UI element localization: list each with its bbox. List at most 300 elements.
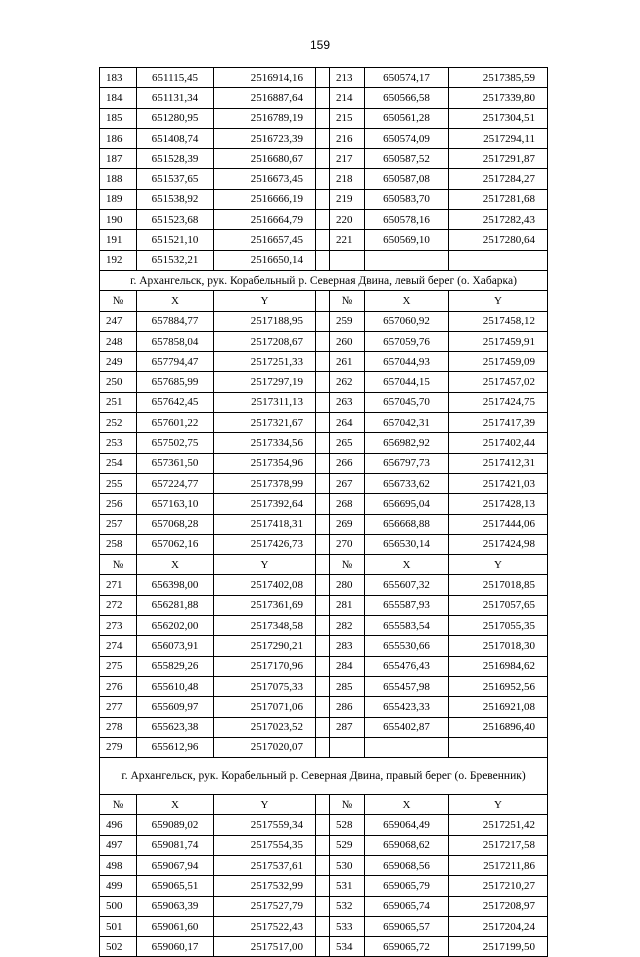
point-x-cell: 657163,10 [137,494,214,514]
point-y-cell [449,737,548,757]
column-header-row [100,291,548,311]
point-y-cell: 2517294,11 [449,128,548,148]
point-y-cell: 2517217,58 [449,835,548,855]
column-gap [316,795,330,815]
table-row [100,88,548,108]
table-row [100,896,548,916]
column-gap [316,128,330,148]
point-y-cell: 2517251,33 [214,352,316,372]
point-y-cell: 2517208,67 [214,331,316,351]
point-y-cell: 2517311,13 [214,392,316,412]
point-x-cell: 659065,74 [365,896,449,916]
column-gap [316,595,330,615]
point-num-cell: 221 [330,230,365,250]
point-num-cell: 268 [330,494,365,514]
column-gap [316,149,330,169]
point-x-cell: 656398,00 [137,575,214,595]
table-row [100,453,548,473]
column-header-num: № [330,795,365,815]
point-y-cell: 2517280,64 [449,230,548,250]
point-x-cell: 651528,39 [137,149,214,169]
point-num-cell: 183 [100,68,137,88]
point-y-cell: 2516789,19 [214,108,316,128]
point-num-cell: 534 [330,937,365,957]
column-gap [316,331,330,351]
column-gap [316,433,330,453]
table-row [100,189,548,209]
point-y-cell: 2517321,67 [214,413,316,433]
point-x-cell: 659067,94 [137,855,214,875]
point-num-cell: 273 [100,616,137,636]
point-y-cell: 2517517,00 [214,937,316,957]
point-x-cell: 651538,92 [137,189,214,209]
column-gap [316,88,330,108]
column-header-y: Y [214,555,316,575]
point-num-cell: 262 [330,372,365,392]
point-x-cell: 655623,38 [137,717,214,737]
point-num-cell: 213 [330,68,365,88]
point-y-cell: 2517361,69 [214,595,316,615]
point-y-cell: 2517071,06 [214,697,316,717]
point-x-cell: 656530,14 [365,534,449,554]
point-y-cell: 2517444,06 [449,514,548,534]
point-x-cell: 657502,75 [137,433,214,453]
column-gap [316,189,330,209]
column-gap [316,473,330,493]
table-row [100,815,548,835]
point-num-cell: 214 [330,88,365,108]
column-header-y: Y [449,291,548,311]
column-header-num: № [330,555,365,575]
point-num-cell: 192 [100,250,137,270]
point-x-cell: 651532,21 [137,250,214,270]
point-num-cell: 254 [100,453,137,473]
table-row [100,937,548,957]
point-num-cell: 247 [100,311,137,331]
table-row [100,636,548,656]
table-row [100,514,548,534]
point-y-cell: 2517023,52 [214,717,316,737]
column-gap [316,616,330,636]
point-num-cell: 286 [330,697,365,717]
column-header-y: Y [214,291,316,311]
column-header-row [100,795,548,815]
table-row [100,876,548,896]
point-x-cell: 657601,22 [137,413,214,433]
point-y-cell: 2517424,98 [449,534,548,554]
point-num-cell: 261 [330,352,365,372]
point-y-cell: 2517402,44 [449,433,548,453]
point-y-cell: 2517522,43 [214,916,316,936]
point-x-cell: 659060,17 [137,937,214,957]
point-y-cell: 2517412,31 [449,453,548,473]
column-gap [316,717,330,737]
point-num-cell: 496 [100,815,137,835]
point-num-cell: 263 [330,392,365,412]
section-title: г. Архангельск, рук. Корабельный р. Северная Двина, левый берег (о. Хабарка) [100,270,548,290]
column-header-num: № [100,795,137,815]
point-y-cell: 2517284,27 [449,169,548,189]
column-header-num: № [100,555,137,575]
point-y-cell: 2516723,39 [214,128,316,148]
column-gap [316,876,330,896]
column-gap [316,676,330,696]
point-y-cell: 2517537,61 [214,855,316,875]
point-x-cell: 655587,93 [365,595,449,615]
table-row [100,717,548,737]
point-x-cell: 656733,62 [365,473,449,493]
point-x-cell: 657361,50 [137,453,214,473]
point-x-cell: 659068,62 [365,835,449,855]
point-y-cell: 2517554,35 [214,835,316,855]
point-num-cell: 187 [100,149,137,169]
point-num-cell: 189 [100,189,137,209]
point-y-cell: 2517428,13 [449,494,548,514]
column-header-y: Y [214,795,316,815]
table-row [100,311,548,331]
point-num-cell: 279 [100,737,137,757]
point-x-cell: 655457,98 [365,676,449,696]
point-x-cell: 650587,52 [365,149,449,169]
column-header-x: X [365,555,449,575]
point-x-cell: 657884,77 [137,311,214,331]
point-num-cell: 260 [330,331,365,351]
point-num-cell: 531 [330,876,365,896]
point-num-cell: 281 [330,595,365,615]
table-row [100,68,548,88]
point-y-cell: 2517421,03 [449,473,548,493]
point-num-cell: 269 [330,514,365,534]
point-num-cell: 188 [100,169,137,189]
point-y-cell: 2517459,91 [449,331,548,351]
table-row [100,676,548,696]
point-x-cell: 659064,49 [365,815,449,835]
table-row [100,413,548,433]
point-num-cell: 265 [330,433,365,453]
point-x-cell: 651280,95 [137,108,214,128]
point-x-cell: 659065,79 [365,876,449,896]
point-y-cell: 2517385,59 [449,68,548,88]
table-row [100,331,548,351]
point-num-cell: 249 [100,352,137,372]
section-title-row [100,270,548,290]
column-header-x: X [137,555,214,575]
point-x-cell: 659061,60 [137,916,214,936]
point-y-cell: 2517559,34 [214,815,316,835]
column-header-row [100,555,548,575]
point-x-cell: 656668,88 [365,514,449,534]
point-num-cell: 497 [100,835,137,855]
point-num-cell: 274 [100,636,137,656]
point-x-cell: 657059,76 [365,331,449,351]
column-header-y: Y [449,795,548,815]
point-num-cell: 275 [100,656,137,676]
point-num-cell: 250 [100,372,137,392]
point-num-cell: 184 [100,88,137,108]
point-y-cell: 2516896,40 [449,717,548,737]
point-x-cell: 659065,51 [137,876,214,896]
point-x-cell: 650561,28 [365,108,449,128]
point-num-cell: 280 [330,575,365,595]
point-y-cell: 2517458,12 [449,311,548,331]
point-num-cell: 501 [100,916,137,936]
column-gap [316,494,330,514]
point-y-cell: 2517354,96 [214,453,316,473]
point-y-cell: 2517459,09 [449,352,548,372]
column-gap [316,815,330,835]
point-num-cell: 259 [330,311,365,331]
point-num-cell: 219 [330,189,365,209]
table-row [100,835,548,855]
point-num-cell: 276 [100,676,137,696]
table-row [100,169,548,189]
column-gap [316,453,330,473]
column-gap [316,210,330,230]
point-y-cell: 2517251,42 [449,815,548,835]
point-x-cell: 655583,54 [365,616,449,636]
table-row [100,230,548,250]
point-x-cell: 656982,92 [365,433,449,453]
point-y-cell: 2517348,58 [214,616,316,636]
point-num-cell: 284 [330,656,365,676]
point-num-cell: 271 [100,575,137,595]
point-x-cell: 650587,08 [365,169,449,189]
column-gap [316,575,330,595]
point-num-cell: 190 [100,210,137,230]
point-x-cell: 655612,96 [137,737,214,757]
point-y-cell: 2517426,73 [214,534,316,554]
point-x-cell: 657068,28 [137,514,214,534]
column-gap [316,514,330,534]
point-num-cell: 278 [100,717,137,737]
point-y-cell: 2517378,99 [214,473,316,493]
point-y-cell: 2517290,21 [214,636,316,656]
point-x-cell: 657044,15 [365,372,449,392]
point-num-cell: 251 [100,392,137,412]
point-x-cell: 650578,16 [365,210,449,230]
column-header-num: № [100,291,137,311]
point-num-cell: 215 [330,108,365,128]
point-x-cell: 657794,47 [137,352,214,372]
column-gap [316,534,330,554]
point-y-cell: 2517208,97 [449,896,548,916]
point-y-cell: 2516887,64 [214,88,316,108]
point-x-cell: 651521,10 [137,230,214,250]
column-gap [316,697,330,717]
column-header-x: X [365,795,449,815]
point-y-cell: 2517211,86 [449,855,548,875]
table-row [100,128,548,148]
column-gap [316,230,330,250]
point-num-cell: 253 [100,433,137,453]
point-x-cell: 651115,45 [137,68,214,88]
point-x-cell: 659065,72 [365,937,449,957]
table-row [100,352,548,372]
table-row [100,534,548,554]
point-y-cell: 2517392,64 [214,494,316,514]
point-x-cell: 651131,34 [137,88,214,108]
point-x-cell: 656281,88 [137,595,214,615]
point-y-cell: 2516664,79 [214,210,316,230]
section-title-row [100,758,548,795]
table-row [100,392,548,412]
column-header-x: X [365,291,449,311]
point-x-cell: 659065,57 [365,916,449,936]
point-x-cell: 657642,45 [137,392,214,412]
column-gap [316,413,330,433]
point-num-cell: 272 [100,595,137,615]
point-x-cell: 655610,48 [137,676,214,696]
point-num-cell: 285 [330,676,365,696]
table-row [100,210,548,230]
coordinates-table [99,67,548,957]
point-num-cell: 220 [330,210,365,230]
column-gap [316,352,330,372]
point-y-cell: 2517339,80 [449,88,548,108]
point-x-cell: 650569,10 [365,230,449,250]
table-row [100,656,548,676]
point-num-cell: 287 [330,717,365,737]
point-y-cell: 2517402,08 [214,575,316,595]
point-num-cell: 248 [100,331,137,351]
point-x-cell: 659063,39 [137,896,214,916]
point-x-cell: 655476,43 [365,656,449,676]
column-gap [316,555,330,575]
point-x-cell: 659081,74 [137,835,214,855]
point-y-cell: 2517018,85 [449,575,548,595]
column-header-y: Y [449,555,548,575]
point-y-cell: 2517418,31 [214,514,316,534]
page-number: 159 [309,38,331,52]
point-x-cell: 650574,09 [365,128,449,148]
point-num-cell: 218 [330,169,365,189]
point-x-cell: 657045,70 [365,392,449,412]
point-x-cell: 650566,58 [365,88,449,108]
point-x-cell: 657685,99 [137,372,214,392]
point-x-cell: 657060,92 [365,311,449,331]
point-x-cell: 657062,16 [137,534,214,554]
point-num-cell: 502 [100,937,137,957]
point-num-cell: 217 [330,149,365,169]
point-num-cell: 258 [100,534,137,554]
column-gap [316,311,330,331]
point-y-cell: 2517532,99 [214,876,316,896]
column-gap [316,916,330,936]
point-y-cell: 2517424,75 [449,392,548,412]
point-num-cell: 283 [330,636,365,656]
point-num-cell: 530 [330,855,365,875]
table-row [100,737,548,757]
point-x-cell: 651408,74 [137,128,214,148]
table-row [100,433,548,453]
column-gap [316,737,330,757]
point-y-cell: 2517210,27 [449,876,548,896]
point-x-cell [365,250,449,270]
point-y-cell: 2517020,07 [214,737,316,757]
point-num-cell: 255 [100,473,137,493]
point-y-cell: 2517055,35 [449,616,548,636]
point-y-cell: 2516680,67 [214,149,316,169]
point-num-cell: 256 [100,494,137,514]
table-row [100,372,548,392]
point-y-cell: 2517281,68 [449,189,548,209]
point-num-cell: 257 [100,514,137,534]
point-x-cell: 651523,68 [137,210,214,230]
point-num-cell: 282 [330,616,365,636]
point-num-cell: 499 [100,876,137,896]
column-gap [316,636,330,656]
column-gap [316,108,330,128]
column-gap [316,855,330,875]
point-y-cell: 2517188,95 [214,311,316,331]
point-x-cell: 655609,97 [137,697,214,717]
column-gap [316,392,330,412]
table-row [100,616,548,636]
column-gap [316,68,330,88]
point-x-cell: 657042,31 [365,413,449,433]
point-y-cell: 2517075,33 [214,676,316,696]
column-gap [316,169,330,189]
point-x-cell: 655530,66 [365,636,449,656]
point-y-cell: 2517334,56 [214,433,316,453]
point-x-cell: 655829,26 [137,656,214,676]
table-row [100,494,548,514]
point-y-cell: 2517170,96 [214,656,316,676]
point-y-cell: 2516921,08 [449,697,548,717]
point-num-cell: 529 [330,835,365,855]
point-num-cell: 216 [330,128,365,148]
point-x-cell: 650574,17 [365,68,449,88]
column-header-x: X [137,795,214,815]
point-x-cell: 656797,73 [365,453,449,473]
column-gap [316,835,330,855]
point-x-cell: 656073,91 [137,636,214,656]
table-row [100,108,548,128]
point-num-cell: 498 [100,855,137,875]
table-row [100,473,548,493]
point-y-cell: 2517457,02 [449,372,548,392]
point-x-cell: 655402,87 [365,717,449,737]
point-num-cell [330,737,365,757]
table-row [100,916,548,936]
point-y-cell: 2517527,79 [214,896,316,916]
point-y-cell: 2517018,30 [449,636,548,656]
point-num-cell: 532 [330,896,365,916]
section-title: г. Архангельск, рук. Корабельный р. Северная Двина, правый берег (о. Бревенник) [100,758,548,795]
column-gap [316,372,330,392]
column-header-x: X [137,291,214,311]
table-row [100,697,548,717]
point-y-cell: 2516650,14 [214,250,316,270]
point-num-cell: 185 [100,108,137,128]
point-num-cell [330,250,365,270]
table-row [100,250,548,270]
point-y-cell: 2517297,19 [214,372,316,392]
point-num-cell: 267 [330,473,365,493]
point-x-cell: 656202,00 [137,616,214,636]
point-y-cell: 2516952,56 [449,676,548,696]
column-gap [316,656,330,676]
point-y-cell: 2517282,43 [449,210,548,230]
point-x-cell: 655423,33 [365,697,449,717]
column-header-num: № [330,291,365,311]
table-row [100,575,548,595]
point-x-cell: 650583,70 [365,189,449,209]
table-row [100,149,548,169]
point-y-cell: 2517204,24 [449,916,548,936]
point-x-cell: 657858,04 [137,331,214,351]
point-x-cell: 659068,56 [365,855,449,875]
